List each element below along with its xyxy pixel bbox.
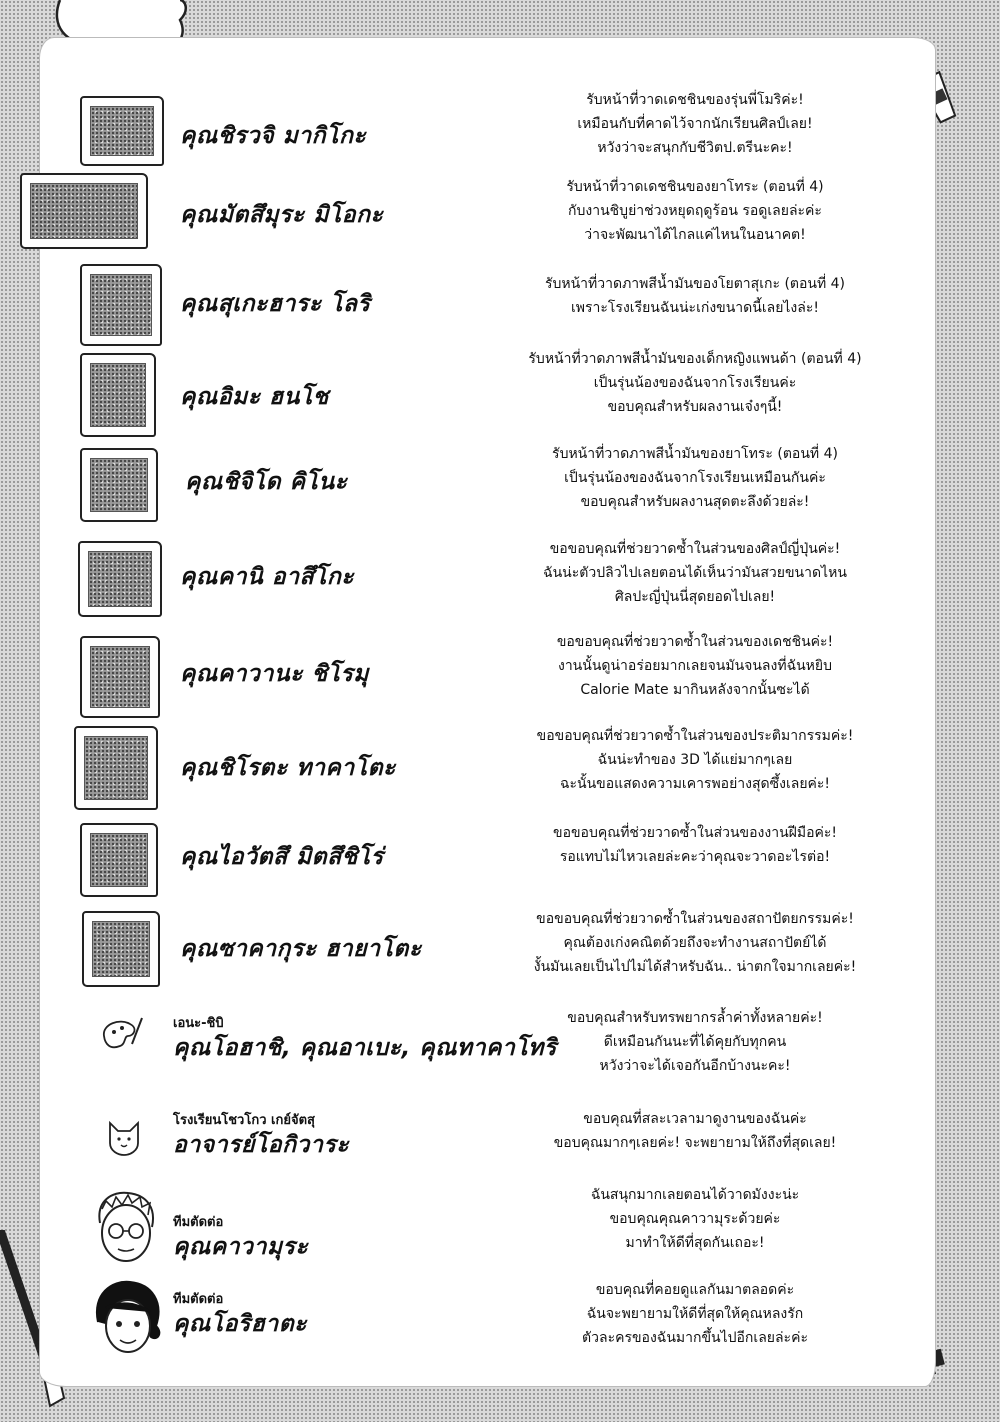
thank-you-message: รับหน้าที่วาดภาพสีน้ำมันของเด็กหญิงแพนด้า (ตอนที่ 4) เป็นรุ่นน้องของฉันจากโรงเรียนค่ะ ขอบคุณสำหรับผลงานเจ๋งๆนี้!	[528, 351, 862, 415]
credit-entry	[40, 1278, 935, 1378]
organization-label: เอนะ-ชิบิ	[173, 1016, 224, 1031]
contributor-name: อาจารย์โอกิวาระ	[173, 1132, 350, 1158]
thank-you-message: ขอขอบคุณที่ช่วยวาดซ้ำในส่วนของศิลป์ญี่ปุ่นค่ะ! ฉันน่ะตัวปลิวไปเลยตอนได้เห็นว่ามันสวยขนาดไหน ศิลปะญี่ปุ่นนี่สุดยอดไปเลย!	[543, 541, 847, 605]
credits-page	[40, 38, 935, 1386]
thank-you-message: ฉันสนุกมากเลยตอนได้วาดมังงะน่ะ ขอบคุณคุณคาวามุระด้วยค่ะ มาทำให้ดีที่สุดกันเถอะ!	[590, 1187, 800, 1251]
contributor-name: คุณสุเกะฮาระ โลริ	[180, 291, 371, 317]
artwork-thumbnail	[80, 96, 164, 166]
contributor-name: คุณคานิ อาสึโกะ	[180, 564, 355, 590]
credit-entry	[40, 533, 935, 633]
editor-portrait-icon	[90, 1189, 162, 1269]
credit-entry	[40, 1183, 935, 1273]
thank-you-message: ขอบคุณที่คอยดูแลกันมาตลอดค่ะ ฉันจะพยายามให้ดีที่สุดให้คุณหลงรัก ตัวละครของฉันมากขึ้นไปอีกเลยล่ะค่ะ	[582, 1282, 808, 1346]
thank-you-message: รับหน้าที่วาดเดชชินของยาโทระ (ตอนที่ 4) กับงานชิบูย่าช่วงหยุดฤดูร้อน รอดูเลยล่ะค่ะ ว่าจะพัฒนาได้ไกลแค่ไหนในอนาคต!	[566, 179, 824, 243]
contributor-name: คุณโอริฮาตะ	[173, 1311, 307, 1337]
artwork-thumbnail	[80, 636, 160, 718]
credit-entry	[40, 813, 935, 903]
thank-you-message: ขอบคุณที่สละเวลามาดูงานของฉันค่ะ ขอบคุณมากๆเลยค่ะ! จะพยายามให้ถึงที่สุดเลย!	[553, 1111, 837, 1151]
thank-you-message: ขอขอบคุณที่ช่วยวาดซ้ำในส่วนของสถาปัตยกรรมค่ะ! คุณต้องเก่งคณิตด้วยถึงจะทำงานสถาปัตย์ได้ งั้นมันเลยเป็นไปไม่ได้สำหรับฉัน.. น่าตกใจมากเลยค่ะ!	[533, 911, 857, 975]
thank-you-message: รับหน้าที่วาดภาพสีน้ำมันของยาโทระ (ตอนที่ 4) เป็นรุ่นน้องของฉันจากโรงเรียนเหมือนกันค่ะ ขอบคุณสำหรับผลงานสุดตะลึงด้วยล่ะ!	[552, 446, 838, 510]
contributor-name: คุณคาวานะ ชิโรมุ	[180, 661, 369, 687]
contributor-name: คุณชิจิโด คิโนะ	[185, 469, 348, 495]
artwork-thumbnail	[78, 541, 162, 617]
thank-you-message: รับหน้าที่วาดเดชชินของรุ่นพี่โมริค่ะ! เหมือนกับที่คาดไว้จากนักเรียนศิลป์เลย! หวังว่าจะสนุกกับชีวิตป.ตรีนะคะ!	[577, 92, 813, 156]
artwork-thumbnail	[74, 726, 158, 810]
artwork-thumbnail	[82, 911, 160, 987]
contributor-name: คุณชิโรตะ ทาคาโตะ	[180, 755, 396, 781]
credit-entry	[40, 1006, 935, 1096]
team-label: ทีมตัดต่อ	[173, 1292, 224, 1307]
credit-entry	[40, 1103, 935, 1173]
thank-you-message: ขอขอบคุณที่ช่วยวาดซ้ำในส่วนของประติมากรรมค่ะ! ฉันน่ะทำของ 3D ได้แย่มากๆเลย ฉะนั้นขอแสดงความเคารพอย่างสุดซึ้งเลยค่ะ!	[536, 728, 854, 792]
credit-entry	[40, 720, 935, 820]
contributor-name: คุณซาคากุระ ฮายาโตะ	[180, 936, 422, 962]
artwork-thumbnail	[20, 173, 148, 249]
contributor-name: คุณโอฮาชิ, คุณอาเบะ, คุณทาคาโทริ	[173, 1035, 557, 1061]
credit-entry	[40, 628, 935, 728]
cat-icon	[106, 1117, 142, 1157]
organization-label: โรงเรียนโชวโกว เกย์จัตสุ	[173, 1113, 315, 1128]
team-label: ทีมตัดต่อ	[173, 1215, 224, 1230]
credit-entry	[40, 903, 935, 1003]
contributor-name: คุณคาวามุระ	[173, 1234, 309, 1260]
artwork-thumbnail	[80, 823, 158, 897]
artwork-thumbnail	[80, 264, 162, 346]
contributor-name: คุณชิรวจิ มากิโกะ	[180, 123, 367, 149]
palette-icon	[98, 1014, 146, 1054]
editor-portrait-icon	[90, 1278, 166, 1362]
thank-you-message: ขอขอบคุณที่ช่วยวาดซ้ำในส่วนของงานฝีมือค่ะ! รอแทบไม่ไหวเลยล่ะคะว่าคุณจะวาดอะไรต่อ!	[553, 825, 837, 865]
thank-you-message: ขอบคุณสำหรับทรพยากรล้ำค่าทั้งหลายค่ะ! ดีเหมือนกันนะที่ได้คุยกับทุกคน หวังว่าจะได้เจอกันอีกบ้างนะคะ!	[567, 1010, 823, 1074]
contributor-name: คุณอิมะ ฮนโช	[180, 384, 329, 410]
artwork-thumbnail	[80, 353, 156, 437]
thank-you-message: ขอขอบคุณที่ช่วยวาดซ้ำในส่วนของเดชชินค่ะ! งานนั้นดูน่าอร่อยมากเลยจนมันจนลงที่ฉันหยิบ Calorie Mate มากินหลังจากนั้นซะได้	[556, 634, 834, 698]
credit-entry	[40, 343, 935, 443]
credit-entry	[40, 438, 935, 538]
contributor-name: คุณไอวัตสึ มิตสึชิโร่	[180, 844, 384, 870]
contributor-name: คุณมัตสึมุระ มิโอกะ	[180, 202, 384, 228]
artwork-thumbnail	[80, 448, 158, 522]
thank-you-message: รับหน้าที่วาดภาพสีน้ำมันของโยตาสุเกะ (ตอนที่ 4) เพราะโรงเรียนฉันน่ะเก่งขนาดนี้เลยไงล่ะ!	[544, 276, 846, 316]
